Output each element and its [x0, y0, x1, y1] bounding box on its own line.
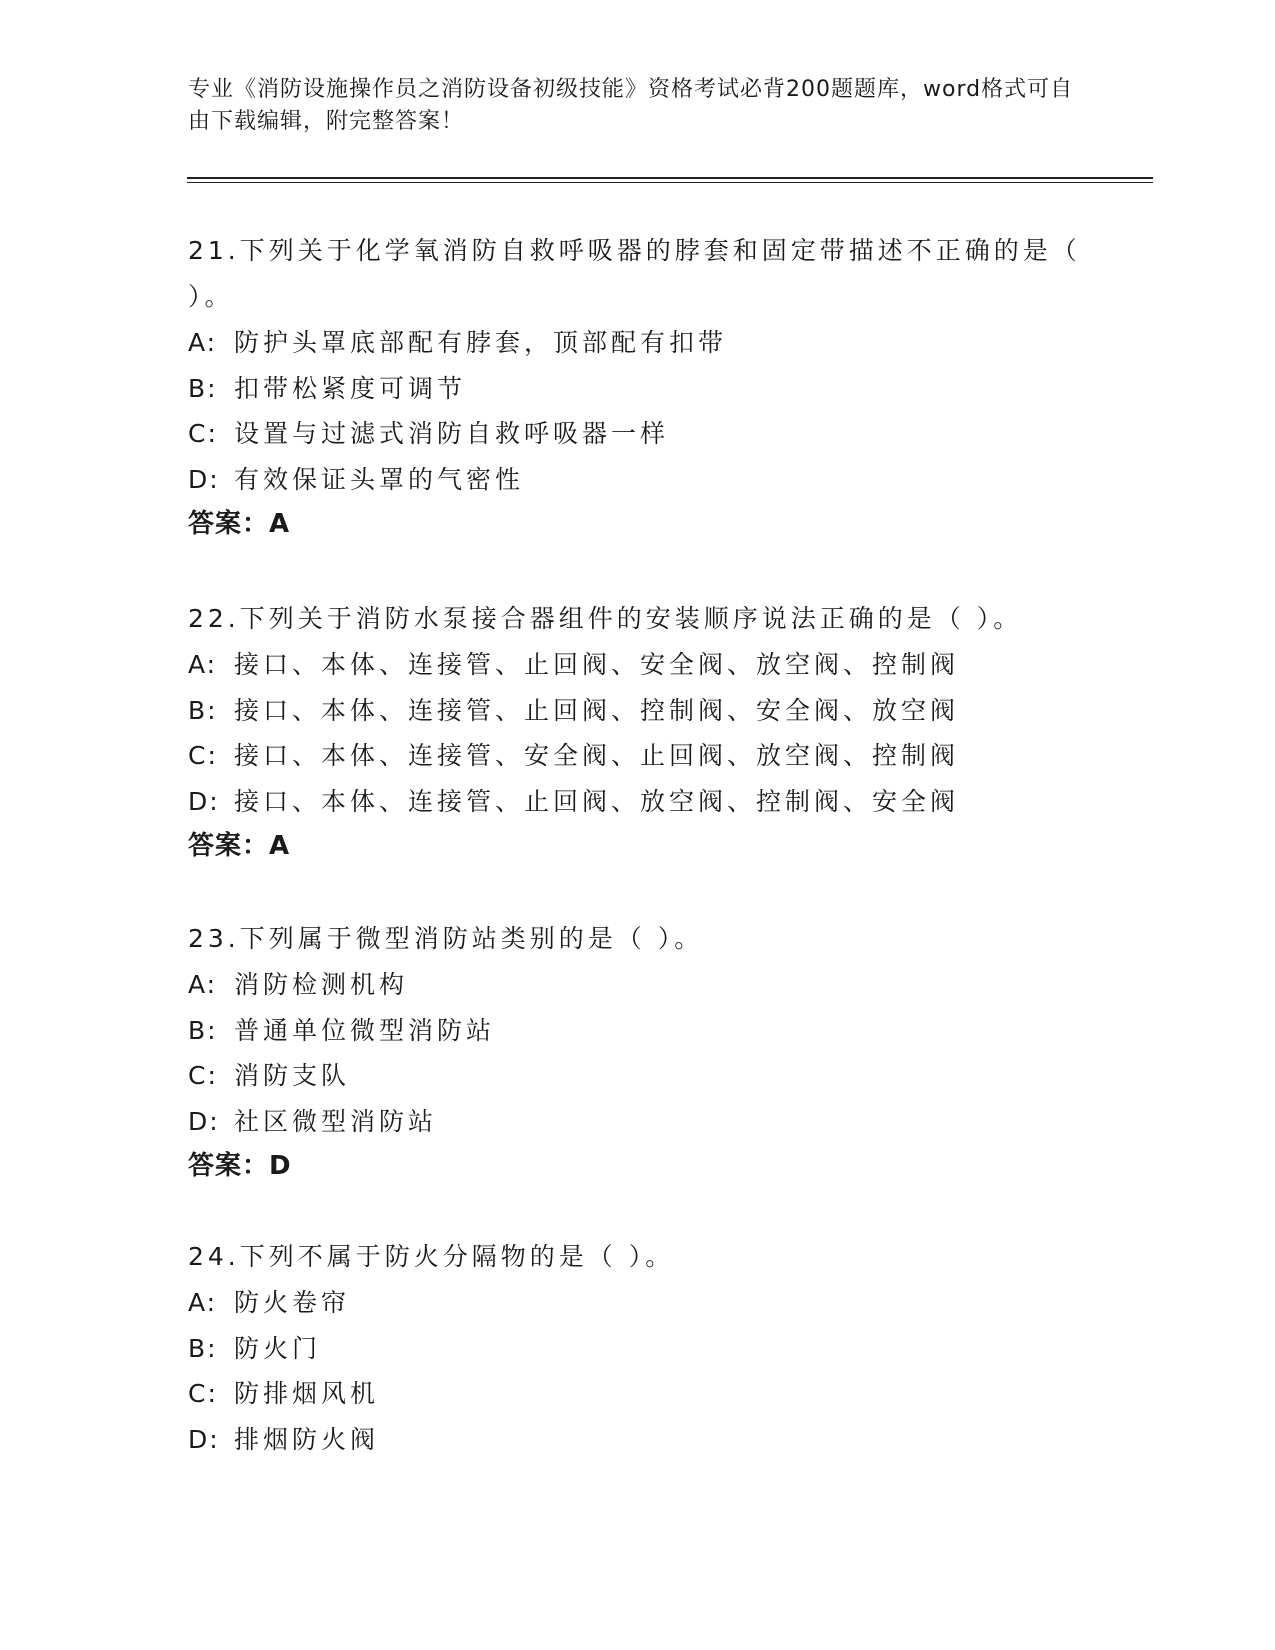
question-stem: 24.下列不属于防火分隔物的是（ ）。	[188, 1242, 675, 1271]
option-letter: A:	[188, 970, 218, 999]
question-21	[188, 228, 1088, 547]
option-letter: D:	[188, 1106, 220, 1136]
option-a	[188, 962, 1088, 1008]
option-c	[188, 411, 1088, 457]
question-stem: 22.下列关于消防水泵接合器组件的安装顺序说法正确的是（ ）。	[188, 604, 1023, 633]
question-24	[188, 1234, 1088, 1462]
option-text: 防护头罩底部配有脖套，顶部配有扣带	[234, 328, 728, 357]
option-d	[188, 1417, 1088, 1463]
answer: 答案：D	[188, 1151, 292, 1181]
option-letter: C:	[188, 1061, 218, 1090]
option-c	[188, 1053, 1088, 1099]
option-letter: C:	[188, 419, 218, 448]
option-a	[188, 642, 1088, 688]
option-b	[188, 1008, 1088, 1054]
option-letter: A:	[188, 650, 218, 679]
option-b	[188, 1326, 1088, 1372]
option-letter: A:	[188, 1288, 218, 1317]
option-text: 防排烟风机	[234, 1379, 380, 1408]
option-text: 防火门	[234, 1333, 322, 1363]
option-b	[188, 366, 1088, 412]
option-c	[188, 733, 1088, 779]
option-text: 防火卷帘	[234, 1288, 351, 1317]
option-text: 接口、本体、连接管、止回阀、控制阀、安全阀、放空阀	[234, 695, 960, 725]
option-d	[188, 779, 1088, 825]
option-text: 接口、本体、连接管、安全阀、止回阀、放空阀、控制阀	[234, 741, 960, 770]
option-d	[188, 457, 1088, 503]
option-letter: D:	[188, 464, 220, 494]
option-text: 排烟防火阀	[234, 1424, 380, 1454]
option-text: 社区微型消防站	[234, 1106, 438, 1136]
option-letter: D:	[188, 1424, 220, 1454]
option-letter: B:	[188, 1333, 218, 1363]
option-text: 扣带松紧度可调节	[234, 373, 467, 403]
option-letter: B:	[188, 695, 218, 725]
question-stem: 21.下列关于化学氧消防自救呼吸器的脖套和固定带描述不正确的是（ ）。	[188, 236, 1081, 311]
question-23	[188, 916, 1088, 1189]
option-text: 消防支队	[234, 1061, 351, 1090]
header-divider-thick	[187, 177, 1153, 179]
option-letter: D:	[188, 786, 220, 816]
option-letter: A:	[188, 328, 218, 357]
option-text: 设置与过滤式消防自救呼吸器一样	[234, 419, 670, 448]
answer: 答案：A	[188, 831, 291, 861]
option-text: 普通单位微型消防站	[234, 1015, 496, 1045]
option-a	[188, 1280, 1088, 1326]
document-header: 专业《消防设施操作员之消防设备初级技能》资格考试必背200题题库，word格式可自由下载编辑，附完整答案！	[188, 77, 1074, 134]
option-text: 消防检测机构	[234, 970, 409, 999]
option-d	[188, 1099, 1088, 1145]
option-a	[188, 320, 1088, 366]
option-c	[188, 1371, 1088, 1417]
question-22	[188, 596, 1088, 869]
option-b	[188, 688, 1088, 734]
question-stem: 23.下列属于微型消防站类别的是（ ）。	[188, 924, 704, 953]
option-text: 接口、本体、连接管、止回阀、安全阀、放空阀、控制阀	[234, 650, 960, 679]
option-text: 有效保证头罩的气密性	[234, 464, 525, 494]
option-letter: C:	[188, 741, 218, 770]
option-letter: C:	[188, 1379, 218, 1408]
option-letter: B:	[188, 373, 218, 403]
option-letter: B:	[188, 1015, 218, 1045]
answer: 答案：A	[188, 509, 291, 539]
option-text: 接口、本体、连接管、止回阀、放空阀、控制阀、安全阀	[234, 786, 960, 816]
header-divider-thin	[187, 182, 1153, 183]
